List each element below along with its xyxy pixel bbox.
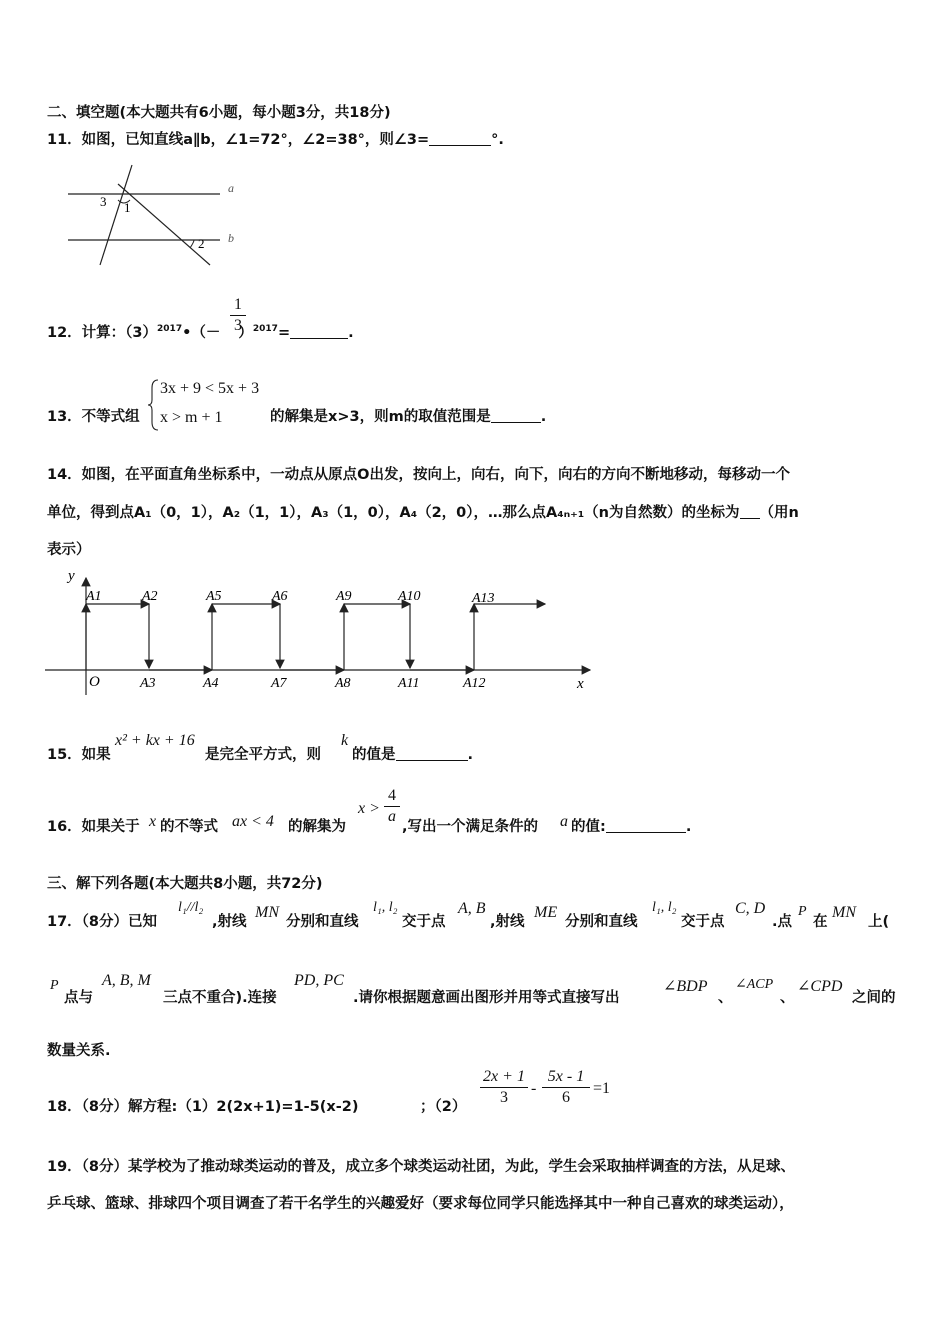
q17-p11: 点与 xyxy=(64,990,93,1006)
q13-prefix: 13．不等式组 xyxy=(47,409,140,425)
q14-line2-text: 单位，得到点A₁（0，1），A₂（1，1），A₃（1，0），A₄（2，0），…那么点A₄ₙ₊₁（n为自然数）的坐标为 xyxy=(47,505,740,521)
angle2-arc xyxy=(190,240,194,248)
q16-mid1: 的不等式 xyxy=(160,819,218,835)
q16-fraction xyxy=(384,787,400,826)
label-a: a xyxy=(228,181,234,195)
q12-frac-den: 3 xyxy=(234,317,242,334)
q13-rest xyxy=(270,405,546,426)
q18-f2-num: 5x - 1 xyxy=(547,1068,585,1085)
q13-suffix: 的解集是x>3，则m的取值范围是 xyxy=(270,409,491,425)
q17-CD: C, D xyxy=(735,900,766,917)
label-b: b xyxy=(228,231,234,245)
q17-p5: ,射线 xyxy=(490,914,525,930)
q17-p6: 分别和直线 xyxy=(565,914,638,930)
label-A10: A10 xyxy=(398,589,421,604)
q12-answer-blank xyxy=(290,324,348,339)
q17-MN: MN xyxy=(255,904,279,921)
q15-expression: x² + kx + 16 xyxy=(115,732,195,749)
q14-coordinate-figure xyxy=(40,560,600,700)
q17-p9: 在 xyxy=(813,914,828,930)
q17-angle-ACP: ∠ACP xyxy=(735,977,774,992)
label-A13: A13 xyxy=(472,591,495,606)
q11-parallel-lines-figure xyxy=(60,160,250,270)
q17-angle-BDP: ∠BDP xyxy=(663,978,708,995)
q13-inequality-2: x > m + 1 xyxy=(160,409,223,426)
q16-mid3: ,写出一个满足条件的 xyxy=(402,819,539,835)
q16-frac-den: a xyxy=(388,808,396,825)
y-axis-label: y xyxy=(68,568,75,584)
q17-p2: ,射线 xyxy=(212,914,247,930)
q12-exp1: 2017 xyxy=(157,324,183,335)
label-A4: A4 xyxy=(203,676,219,691)
q16-frac-num: 4 xyxy=(388,787,396,804)
x-axis-label: x xyxy=(577,676,584,692)
q16-solution-x: x > xyxy=(358,800,380,817)
label-2: 2 xyxy=(198,236,205,251)
transversal-1 xyxy=(100,165,132,265)
label-1: 1 xyxy=(124,200,131,215)
q12-mid: •（－ xyxy=(182,325,221,341)
q12-eq: = xyxy=(277,325,291,341)
label-A8: A8 xyxy=(335,676,351,691)
q16-inequality: ax < 4 xyxy=(232,813,274,830)
label-A1: A1 xyxy=(86,589,102,604)
q15-suffix: 的值是 xyxy=(352,747,396,763)
q18-prefix: 18．（8分）解方程:（1）2(2x+1)=1-5(x-2) xyxy=(47,1099,359,1115)
label-A3: A3 xyxy=(140,676,156,691)
q17-PDPC: PD, PC xyxy=(294,972,344,989)
q13-inequality-1: 3x + 9 < 5x + 3 xyxy=(160,380,260,397)
q11-answer-blank xyxy=(429,131,491,146)
q17-P: P xyxy=(798,904,807,919)
q15-mid: 是完全平方式，则 xyxy=(205,747,321,763)
label-A5: A5 xyxy=(206,589,222,604)
question-12: 12．计算：$(3)^{2017}•(- )^{2017}=$ . xyxy=(47,324,354,341)
q16-x: x xyxy=(149,813,157,830)
q17-l1l2-c: l₁, l₂ xyxy=(652,900,677,915)
q16-suffix: 的值: xyxy=(571,819,606,835)
q17-p1: 17．（8分）已知 xyxy=(47,914,158,930)
q17-ME: ME xyxy=(534,904,558,921)
q17-p4: 交于点 xyxy=(402,914,446,930)
q18-minus: - xyxy=(531,1080,537,1097)
q14-line2 xyxy=(47,501,799,522)
q12-fraction xyxy=(230,296,246,335)
section-title-solve: 三、解下列各题(本大题共8小题，共72分) xyxy=(47,876,323,892)
q16-end: . xyxy=(685,819,692,835)
q17-p7: 交于点 xyxy=(681,914,725,930)
q14-line3: 表示） xyxy=(47,542,91,558)
q13-answer-blank xyxy=(491,408,541,423)
q17-MN2: MN xyxy=(832,904,856,921)
q13-brace xyxy=(148,378,160,432)
label-A12: A12 xyxy=(463,676,486,691)
label-3: 3 xyxy=(100,194,107,209)
q16-prefix: 16．如果关于 xyxy=(47,819,140,835)
origin-label: O xyxy=(89,674,100,690)
label-A7: A7 xyxy=(271,676,287,691)
q17-l1l2-b: l₁, l₂ xyxy=(373,900,398,915)
q18-eq: =1 xyxy=(593,1080,611,1097)
q17-p14: 之间的 xyxy=(852,990,896,1006)
q17-ABM: A, B, M xyxy=(102,972,151,989)
q15-prefix: 15．如果 xyxy=(47,747,111,763)
q17-l1l2: l₁//l₂ xyxy=(178,900,204,915)
q15-k: k xyxy=(341,732,349,749)
q13-end: . xyxy=(540,409,547,425)
q11-condition: a∥b，∠1=72°，∠2=38°，则∠3= xyxy=(183,132,430,148)
q18-sep: ；（2） xyxy=(420,1099,467,1115)
question-11 xyxy=(47,128,504,149)
q15-rest xyxy=(352,743,473,764)
q17-line3: 数量关系. xyxy=(47,1043,111,1059)
q17-angle-CPD: ∠CPD xyxy=(797,978,843,995)
q12-frac-num: 1 xyxy=(234,296,242,313)
q17-sep2: 、 xyxy=(780,990,795,1006)
q15-answer-blank xyxy=(396,746,468,761)
label-A6: A6 xyxy=(272,589,288,604)
q18-f1-den: 3 xyxy=(500,1089,508,1106)
q17-p13: .请你根据题意画出图形并用等式直接写出 xyxy=(353,990,620,1006)
section-title-fill-in: 二、填空题(本大题共有6小题，每小题3分，共18分) xyxy=(47,105,391,121)
q12-exp2: 2017 xyxy=(252,324,278,335)
q16-mid2: 的解集为 xyxy=(288,819,346,835)
q18-f2-den: 6 xyxy=(562,1089,570,1106)
q16-a: a xyxy=(560,813,568,830)
q12-prefix: 12．计算：（3） xyxy=(47,325,158,341)
q19-line2: 乒乓球、篮球、排球四个项目调查了若干名学生的兴趣爱好（要求每位同学只能选择其中一种自己喜欢的球类运动）， xyxy=(47,1196,794,1212)
q18-fraction-2 xyxy=(542,1068,590,1107)
q17-p3: 分别和直线 xyxy=(286,914,359,930)
q17-p12: 三点不重合).连接 xyxy=(163,990,277,1006)
q17-sep1: 、 xyxy=(718,990,733,1006)
q14-answer-blank xyxy=(740,504,760,519)
q14-line2-end: （用n xyxy=(759,505,799,521)
q14-line1: 14．如图，在平面直角坐标系中，一动点从原点O出发，按向上，向右，向下，向右的方向不断地移动，每移动一个 xyxy=(47,467,791,483)
q17-P2: P xyxy=(50,978,59,993)
q17-p8: .点 xyxy=(772,914,793,930)
q11-text: 11．如图，已知直线 xyxy=(47,132,184,148)
q15-end: . xyxy=(467,747,474,763)
label-A2: A2 xyxy=(142,589,158,604)
q16-answer-blank xyxy=(606,818,686,833)
q19-line1: 19．（8分）某学校为了推动球类运动的普及，成立多个球类运动社团，为此，学生会采取抽样调查的方法，从足球、 xyxy=(47,1159,796,1175)
label-A11: A11 xyxy=(398,676,420,691)
q11-end: °. xyxy=(491,132,504,148)
q18-fraction-1 xyxy=(480,1068,528,1107)
q12-close: ） xyxy=(238,325,253,341)
transversal-2 xyxy=(118,184,210,265)
q16-rest xyxy=(571,815,691,836)
q17-AB: A, B xyxy=(458,900,486,917)
q17-p10: 上( xyxy=(868,914,890,930)
q18-f1-num: 2x + 1 xyxy=(483,1068,525,1085)
label-A9: A9 xyxy=(336,589,352,604)
